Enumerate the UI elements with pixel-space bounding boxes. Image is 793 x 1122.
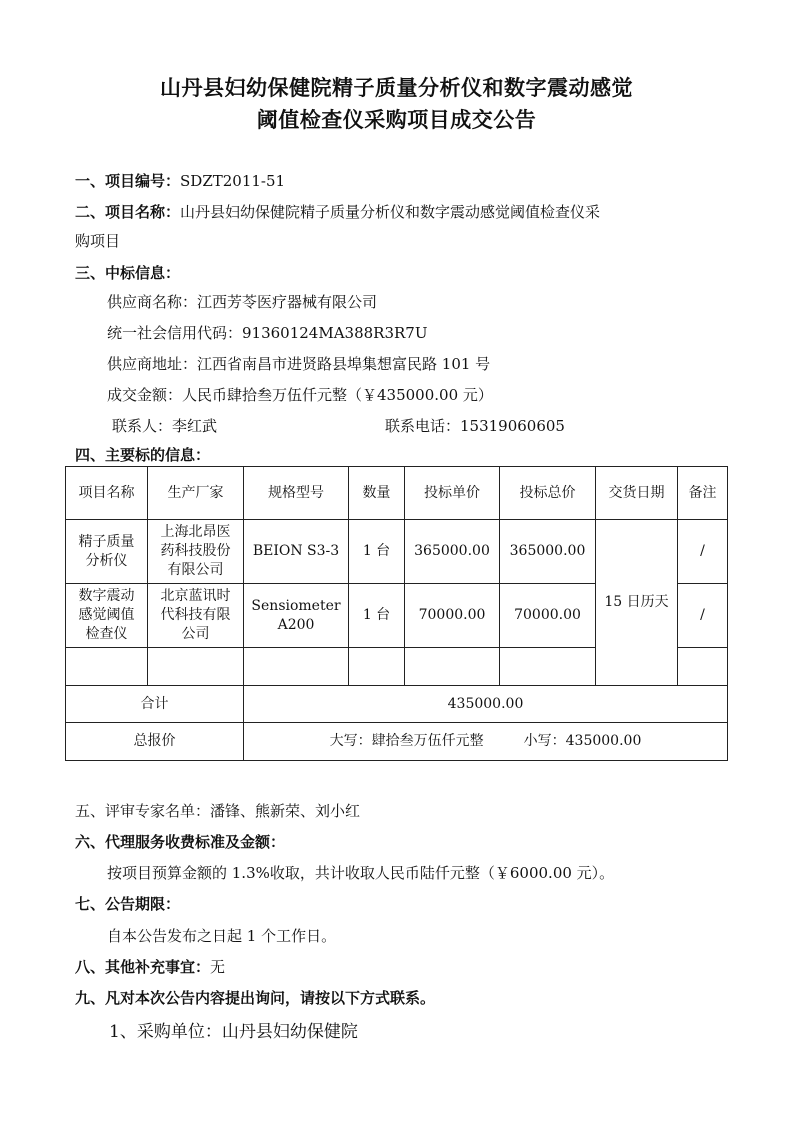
remark-cell: / — [678, 584, 728, 648]
header-cell: 数量 — [349, 467, 405, 520]
total-lower: 小写：435000.00 — [523, 733, 642, 749]
contact-person: 联系人：李红武 — [112, 417, 218, 435]
table-total-row — [66, 723, 728, 761]
maker-cell: 上海北昂医 药科技股份 有限公司 — [148, 520, 244, 584]
experts-value: 潘锋、熊新荣、刘小红 — [210, 802, 361, 820]
item-name-cell: 精子质量 分析仪 — [66, 520, 148, 584]
table-sum-row — [66, 686, 728, 723]
model-cell: Sensiometer A200 — [244, 584, 349, 648]
sum-value-cell: 435000.00 — [244, 686, 728, 723]
empty-cell — [678, 648, 728, 686]
model-cell: BEION S3-3 — [244, 520, 349, 584]
total-upper: 大写：肆拾叁万伍仟元整 — [329, 733, 484, 749]
delivery-cell: 15 日历天 — [596, 520, 678, 686]
section-main-items-label: 四、主要标的信息： — [75, 446, 211, 464]
empty-cell — [244, 648, 349, 686]
total-price-cell: 365000.00 — [500, 520, 596, 584]
project-name-value: 山丹县妇幼保健院精子质量分析仪和数字震动感觉阈值检查仪采 — [180, 203, 601, 221]
purchasing-unit: 1、采购单位：山丹县妇幼保健院 — [109, 1022, 358, 1042]
other-matters-label: 八、其他补充事宜： — [75, 958, 211, 976]
service-fee-value: 按项目预算金额的 1.3%收取，共计收取人民币陆仟元整（￥6000.00 元）。 — [107, 864, 615, 882]
total-value-cell — [244, 723, 728, 761]
announcement-title-line2: 阈值检查仪采购项目成交公告 — [256, 107, 537, 132]
maker-cell: 北京蓝讯时 代科技有限 公司 — [148, 584, 244, 648]
contact-phone: 联系电话：15319060605 — [385, 417, 565, 435]
section-notice-period-label: 七、公告期限： — [75, 895, 181, 913]
table-header-row — [66, 467, 728, 520]
other-matters-value: 无 — [210, 958, 226, 976]
remark-cell: / — [678, 520, 728, 584]
section-experts — [75, 800, 360, 821]
section-project-name — [75, 201, 600, 222]
project-name-label: 二、项目名称： — [75, 203, 181, 221]
project-number-value: SDZT2011-51 — [180, 172, 286, 190]
header-cell: 备注 — [678, 467, 728, 520]
announcement-title-line1: 山丹县妇幼保健院精子质量分析仪和数字震动感觉 — [160, 75, 633, 100]
empty-cell — [148, 648, 244, 686]
empty-cell — [500, 648, 596, 686]
project-number-label: 一、项目编号： — [75, 172, 181, 190]
header-cell: 规格型号 — [244, 467, 349, 520]
table-row — [66, 520, 728, 584]
header-cell: 投标单价 — [405, 467, 500, 520]
item-name-cell: 数字震动 感觉阈值 检查仪 — [66, 584, 148, 648]
unit-price-cell: 365000.00 — [405, 520, 500, 584]
section-project-number — [75, 170, 285, 191]
section-other-matters — [75, 956, 225, 977]
empty-cell — [349, 648, 405, 686]
project-name-continued: 购项目 — [75, 232, 121, 250]
header-cell: 投标总价 — [500, 467, 596, 520]
credit-code: 统一社会信用代码：91360124MA388R3R7U — [107, 324, 428, 342]
section-inquiry-label: 九、凡对本次公告内容提出询问，请按以下方式联系。 — [75, 989, 436, 1007]
total-label-cell: 总报价 — [66, 723, 244, 761]
section-winning-info-label: 三、中标信息： — [75, 264, 181, 282]
deal-amount: 成交金额：人民币肆拾叁万伍仟元整（￥435000.00 元） — [107, 386, 493, 404]
notice-period-value: 自本公告发布之日起 1 个工作日。 — [107, 927, 337, 945]
qty-cell: 1 台 — [349, 584, 405, 648]
qty-cell: 1 台 — [349, 520, 405, 584]
header-cell: 项目名称 — [66, 467, 148, 520]
section-service-fee-label: 六、代理服务收费标准及金额： — [75, 833, 286, 851]
main-items-table — [65, 466, 728, 761]
empty-cell — [66, 648, 148, 686]
experts-label: 五、评审专家名单： — [75, 802, 211, 820]
empty-cell — [405, 648, 500, 686]
header-cell: 生产厂家 — [148, 467, 244, 520]
supplier-address: 供应商地址：江西省南昌市进贤路县埠集想富民路 101 号 — [107, 355, 491, 373]
supplier-name: 供应商名称：江西芳苓医疗器械有限公司 — [107, 293, 378, 311]
sum-label-cell: 合计 — [66, 686, 244, 723]
header-cell: 交货日期 — [596, 467, 678, 520]
unit-price-cell: 70000.00 — [405, 584, 500, 648]
total-price-cell: 70000.00 — [500, 584, 596, 648]
